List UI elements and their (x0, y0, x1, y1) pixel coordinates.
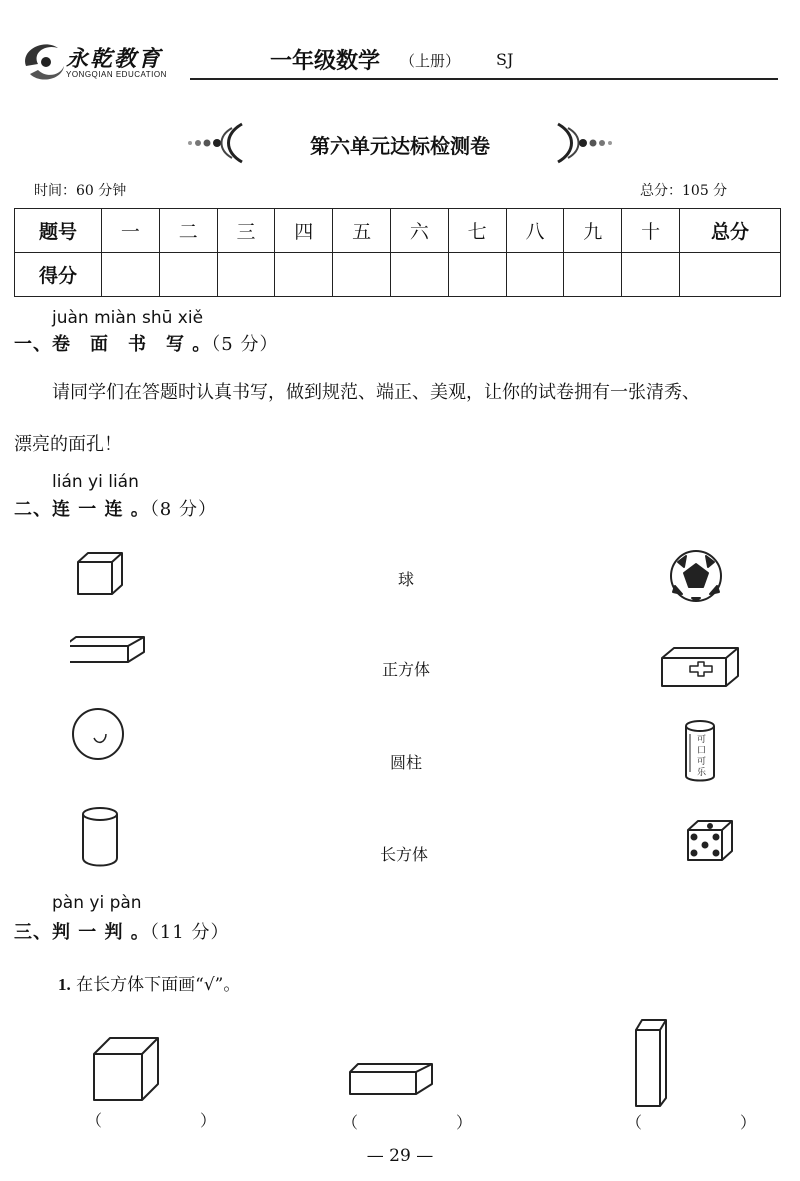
column-header: 二 (159, 209, 217, 253)
section1-text-line2: 漂亮的面孔！ (14, 434, 122, 455)
score-cell[interactable] (390, 253, 448, 297)
section2-pinyin: lián yi lián (52, 472, 139, 492)
sphere-icon[interactable] (73, 709, 123, 759)
score-cell[interactable] (102, 253, 160, 297)
section1-pinyin: juàn miàn shū xiě (52, 308, 204, 328)
soccer-ball-icon[interactable] (671, 551, 721, 601)
answer-blank[interactable]: （ ） (626, 1113, 779, 1132)
match-label-ball[interactable]: 球 (398, 570, 415, 589)
can-text: 可 (697, 757, 707, 767)
section1-title: 一、卷 面 书 写 。 (14, 334, 212, 355)
column-header-total: 总分 (680, 209, 781, 253)
question-1 (58, 970, 240, 995)
section3-points: （11 分） (149, 922, 230, 943)
section1-text-line1: 请同学们在答题时认真书写，做到规范、端正、美观，让你的试卷拥有一张清秀、 (52, 382, 700, 403)
answer-blank[interactable]: （ ） (86, 1111, 239, 1130)
score-cell[interactable] (564, 253, 622, 297)
flat-cuboid-figure-icon (350, 1064, 432, 1094)
section2-points: （8 分） (149, 499, 217, 520)
can-text: 口 (697, 746, 707, 756)
section3-title: 三、判 一 判 。 (14, 922, 150, 943)
brand-name-en: YONGQIAN EDUCATION (66, 70, 167, 79)
cylinder-icon[interactable] (83, 808, 117, 866)
question-1-number: 1. (58, 975, 71, 994)
book-version: SJ (496, 50, 514, 69)
cube-icon[interactable] (78, 553, 122, 594)
question-1-text: 在长方体下面画“√”。 (76, 975, 241, 995)
book-title: 一年级数学 (270, 48, 381, 74)
section2-title: 二、连 一 连 。 (14, 499, 150, 520)
row-header-question: 题号 (15, 209, 102, 253)
section1-points: （5 分） (211, 334, 279, 355)
section3-heading (14, 918, 229, 944)
match-label-cube[interactable]: 正方体 (382, 660, 431, 679)
section3-pinyin: pàn yi pàn (52, 893, 142, 913)
column-header: 九 (564, 209, 622, 253)
score-cell[interactable] (622, 253, 680, 297)
match-label-cuboid[interactable]: 长方体 (380, 845, 429, 864)
score-cell[interactable] (333, 253, 391, 297)
answer-blank[interactable]: （ ） (342, 1113, 495, 1132)
column-header: 五 (333, 209, 391, 253)
cola-can-icon[interactable] (686, 721, 714, 781)
row-header-score: 得分 (15, 253, 102, 297)
total-score: 总分：105 分 (640, 183, 728, 199)
score-cell[interactable] (275, 253, 333, 297)
medicine-box-icon[interactable] (662, 648, 738, 686)
matching-figures (70, 540, 760, 875)
section2-heading (14, 495, 217, 521)
tall-cuboid-figure-icon (636, 1020, 666, 1106)
exam-title: 第六单元达标检测卷 (310, 134, 490, 158)
column-header: 八 (506, 209, 564, 253)
column-header: 七 (448, 209, 506, 253)
can-text: 可 (697, 735, 707, 745)
can-text: 乐 (697, 768, 707, 778)
cuboid-flat-icon[interactable] (70, 637, 144, 662)
page-number: — 29 — (366, 1146, 434, 1166)
score-cell[interactable] (217, 253, 275, 297)
column-header: 六 (390, 209, 448, 253)
match-label-cylinder[interactable]: 圆柱 (390, 753, 423, 772)
score-cell-total[interactable] (680, 253, 781, 297)
score-cell[interactable] (159, 253, 217, 297)
column-header: 十 (622, 209, 680, 253)
column-header: 四 (275, 209, 333, 253)
section1-heading (14, 330, 278, 356)
score-cell[interactable] (506, 253, 564, 297)
column-header: 一 (102, 209, 160, 253)
table-row (15, 253, 781, 297)
dice-icon[interactable] (688, 821, 732, 860)
cube-figure-icon (94, 1038, 158, 1100)
table-row (15, 209, 781, 253)
brand-name: 永乾教育 (66, 46, 163, 72)
book-volume: （上册） (400, 52, 461, 70)
header-rule (190, 78, 778, 80)
time-limit: 时间：60 分钟 (34, 183, 127, 199)
score-table (14, 208, 781, 297)
score-cell[interactable] (448, 253, 506, 297)
column-header: 三 (217, 209, 275, 253)
